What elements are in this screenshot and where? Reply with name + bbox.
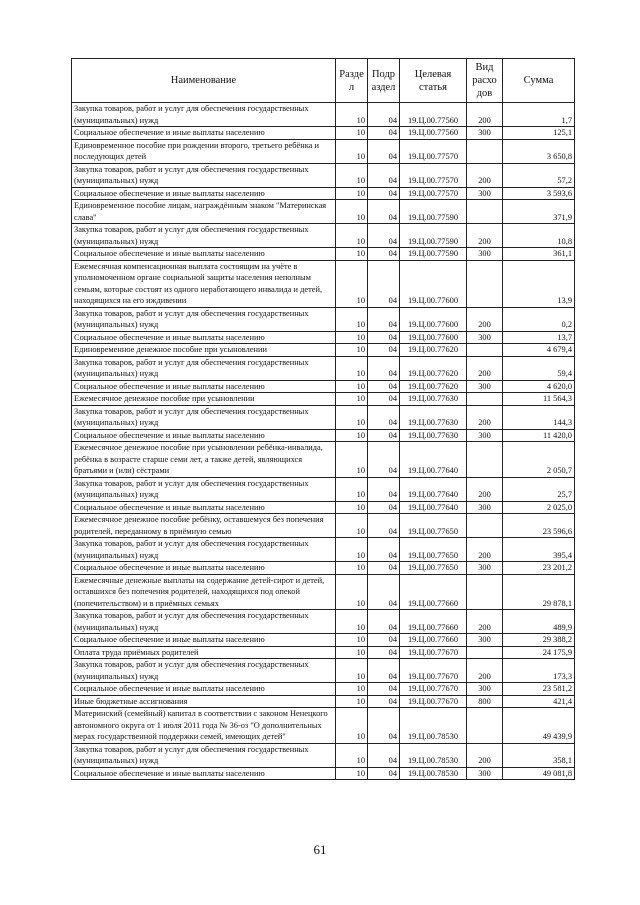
cell-expense-type: 300 xyxy=(467,331,503,344)
cell-article: 19.Ц.00.77650 xyxy=(400,538,467,562)
cell-name: Социальное обеспечение и иные выплаты населению xyxy=(72,127,336,140)
cell-expense-type xyxy=(467,139,503,163)
cell-expense-type xyxy=(467,200,503,224)
cell-sum: 11 564,3 xyxy=(503,393,575,406)
cell-name: Социальное обеспечение и иные выплаты населению xyxy=(72,187,336,200)
table-row xyxy=(72,538,575,562)
cell-section: 10 xyxy=(336,695,368,708)
cell-article: 19.Ц.00.77660 xyxy=(400,574,467,610)
cell-sum: 173,3 xyxy=(503,659,575,683)
table-row xyxy=(72,634,575,647)
cell-expense-type: 200 xyxy=(467,356,503,380)
cell-sum: 57,2 xyxy=(503,163,575,187)
cell-sum: 59,4 xyxy=(503,356,575,380)
table-row xyxy=(72,224,575,248)
cell-expense-type: 200 xyxy=(467,743,503,767)
cell-section: 10 xyxy=(336,708,368,744)
cell-sum: 29 388,2 xyxy=(503,634,575,647)
cell-article: 19.Ц.00.77640 xyxy=(400,477,467,501)
cell-section: 10 xyxy=(336,139,368,163)
cell-section: 10 xyxy=(336,200,368,224)
header-subsection: Подр аздел xyxy=(368,59,400,103)
cell-section: 10 xyxy=(336,405,368,429)
cell-sum: 11 420,0 xyxy=(503,429,575,442)
table-row xyxy=(72,380,575,393)
cell-section: 10 xyxy=(336,442,368,478)
cell-name: Ежемесячные денежные выплаты на содержание детей-сирот и детей, оставшихся без попечения родителей, находящихся под опекой (попечительством) и в приёмных семьях xyxy=(72,574,336,610)
cell-expense-type: 300 xyxy=(467,127,503,140)
table-row xyxy=(72,127,575,140)
cell-subsection: 04 xyxy=(368,393,400,406)
table-row xyxy=(72,574,575,610)
cell-name: Социальное обеспечение и иные выплаты населению xyxy=(72,634,336,647)
table-row xyxy=(72,477,575,501)
cell-expense-type: 200 xyxy=(467,610,503,634)
cell-name: Ежемесячная компенсационная выплата состоящим на учёте в уполномоченном органе социальной защиты населения неполным семьям, которые состоят из одного неработающего инвалида и детей, находящихся на его иждивении xyxy=(72,260,336,307)
cell-article: 19.Ц.00.78530 xyxy=(400,767,467,780)
cell-article: 19.Ц.00.77590 xyxy=(400,200,467,224)
cell-subsection: 04 xyxy=(368,356,400,380)
cell-sum: 2 025,0 xyxy=(503,501,575,514)
cell-expense-type xyxy=(467,646,503,659)
cell-article: 19.Ц.00.77560 xyxy=(400,103,467,127)
cell-expense-type: 200 xyxy=(467,103,503,127)
cell-subsection: 04 xyxy=(368,683,400,696)
cell-subsection: 04 xyxy=(368,248,400,261)
table-row xyxy=(72,514,575,538)
cell-name: Единовременное денежное пособие при усыновлении xyxy=(72,344,336,357)
cell-name: Материнский (семейный) капитал в соответствии с законом Ненецкого автономного округа от 1 июля 2011 года № 36-оз "О дополнительных мерах государственной поддержки семей, имеющих детей" xyxy=(72,708,336,744)
cell-name: Социальное обеспечение и иные выплаты населению xyxy=(72,683,336,696)
cell-sum: 24 175,9 xyxy=(503,646,575,659)
cell-section: 10 xyxy=(336,103,368,127)
cell-article: 19.Ц.00.77670 xyxy=(400,659,467,683)
cell-name: Закупка товаров, работ и услуг для обеспечения государственных (муниципальных) нужд xyxy=(72,538,336,562)
cell-sum: 4 679,4 xyxy=(503,344,575,357)
cell-name: Закупка товаров, работ и услуг для обеспечения государственных (муниципальных) нужд xyxy=(72,743,336,767)
cell-subsection: 04 xyxy=(368,331,400,344)
cell-subsection: 04 xyxy=(368,646,400,659)
table-row xyxy=(72,393,575,406)
table-row xyxy=(72,767,575,780)
table-row xyxy=(72,442,575,478)
cell-article: 19.Ц.00.77560 xyxy=(400,127,467,140)
cell-subsection: 04 xyxy=(368,163,400,187)
header-section: Разде л xyxy=(336,59,368,103)
cell-expense-type: 200 xyxy=(467,405,503,429)
cell-name: Закупка товаров, работ и услуг для обеспечения государственных (муниципальных) нужд xyxy=(72,103,336,127)
cell-section: 10 xyxy=(336,646,368,659)
table-row xyxy=(72,695,575,708)
cell-section: 10 xyxy=(336,501,368,514)
cell-article: 19.Ц.00.77600 xyxy=(400,307,467,331)
cell-section: 10 xyxy=(336,634,368,647)
cell-subsection: 04 xyxy=(368,501,400,514)
cell-subsection: 04 xyxy=(368,743,400,767)
table-header xyxy=(72,59,575,103)
cell-expense-type: 200 xyxy=(467,163,503,187)
cell-expense-type: 300 xyxy=(467,767,503,780)
table-row xyxy=(72,307,575,331)
cell-subsection: 04 xyxy=(368,224,400,248)
table-row xyxy=(72,610,575,634)
cell-section: 10 xyxy=(336,514,368,538)
cell-expense-type xyxy=(467,574,503,610)
page-number: 61 xyxy=(313,842,327,857)
cell-expense-type: 200 xyxy=(467,307,503,331)
table-row xyxy=(72,200,575,224)
cell-name: Социальное обеспечение и иные выплаты населению xyxy=(72,331,336,344)
cell-name: Закупка товаров, работ и услуг для обеспечения государственных (муниципальных) нужд xyxy=(72,356,336,380)
cell-sum: 25,7 xyxy=(503,477,575,501)
table-row xyxy=(72,248,575,261)
cell-name: Социальное обеспечение и иные выплаты населению xyxy=(72,380,336,393)
cell-article: 19.Ц.00.77640 xyxy=(400,442,467,478)
table-row xyxy=(72,331,575,344)
cell-subsection: 04 xyxy=(368,103,400,127)
cell-sum: 0,2 xyxy=(503,307,575,331)
header-row xyxy=(72,59,575,103)
cell-subsection: 04 xyxy=(368,260,400,307)
cell-section: 10 xyxy=(336,344,368,357)
cell-article: 19.Ц.00.77630 xyxy=(400,429,467,442)
cell-name: Социальное обеспечение и иные выплаты населению xyxy=(72,501,336,514)
cell-article: 19.Ц.00.77630 xyxy=(400,405,467,429)
cell-expense-type: 200 xyxy=(467,477,503,501)
cell-section: 10 xyxy=(336,187,368,200)
cell-sum: 2 050,7 xyxy=(503,442,575,478)
cell-sum: 361,1 xyxy=(503,248,575,261)
cell-name: Социальное обеспечение и иные выплаты населению xyxy=(72,562,336,575)
cell-expense-type xyxy=(467,514,503,538)
cell-section: 10 xyxy=(336,260,368,307)
table-row xyxy=(72,344,575,357)
cell-section: 10 xyxy=(336,659,368,683)
cell-expense-type xyxy=(467,708,503,744)
cell-article: 19.Ц.00.77590 xyxy=(400,224,467,248)
cell-name: Единовременное пособие лицам, награждённым знаком "Материнская слава" xyxy=(72,200,336,224)
cell-section: 10 xyxy=(336,356,368,380)
cell-section: 10 xyxy=(336,610,368,634)
cell-subsection: 04 xyxy=(368,767,400,780)
cell-section: 10 xyxy=(336,683,368,696)
cell-section: 10 xyxy=(336,163,368,187)
cell-expense-type: 300 xyxy=(467,248,503,261)
cell-expense-type: 200 xyxy=(467,659,503,683)
table-row xyxy=(72,429,575,442)
cell-name: Закупка товаров, работ и услуг для обеспечения государственных (муниципальных) нужд xyxy=(72,659,336,683)
cell-name: Закупка товаров, работ и услуг для обеспечения государственных (муниципальных) нужд xyxy=(72,405,336,429)
cell-expense-type: 200 xyxy=(467,538,503,562)
cell-subsection: 04 xyxy=(368,429,400,442)
table-row xyxy=(72,163,575,187)
header-sum: Сумма xyxy=(503,59,575,103)
cell-subsection: 04 xyxy=(368,380,400,393)
cell-article: 19.Ц.00.77650 xyxy=(400,562,467,575)
cell-section: 10 xyxy=(336,127,368,140)
cell-section: 10 xyxy=(336,429,368,442)
cell-name: Закупка товаров, работ и услуг для обеспечения государственных (муниципальных) нужд xyxy=(72,224,336,248)
cell-name: Ежемесячное денежное пособие при усыновлении xyxy=(72,393,336,406)
cell-sum: 29 878,1 xyxy=(503,574,575,610)
cell-section: 10 xyxy=(336,562,368,575)
cell-article: 19.Ц.00.77670 xyxy=(400,646,467,659)
cell-sum: 358,1 xyxy=(503,743,575,767)
cell-article: 19.Ц.00.77600 xyxy=(400,260,467,307)
cell-subsection: 04 xyxy=(368,344,400,357)
table-row xyxy=(72,659,575,683)
table-row xyxy=(72,103,575,127)
cell-article: 19.Ц.00.77670 xyxy=(400,695,467,708)
cell-subsection: 04 xyxy=(368,538,400,562)
cell-article: 19.Ц.00.77570 xyxy=(400,139,467,163)
cell-expense-type xyxy=(467,442,503,478)
header-name: Наименование xyxy=(72,59,336,103)
cell-section: 10 xyxy=(336,331,368,344)
cell-sum: 4 620,0 xyxy=(503,380,575,393)
cell-section: 10 xyxy=(336,248,368,261)
cell-section: 10 xyxy=(336,767,368,780)
table-row xyxy=(72,708,575,744)
cell-expense-type: 300 xyxy=(467,562,503,575)
cell-article: 19.Ц.00.77590 xyxy=(400,248,467,261)
cell-section: 10 xyxy=(336,307,368,331)
header-expense-type: Вид расхо дов xyxy=(467,59,503,103)
cell-article: 19.Ц.00.77660 xyxy=(400,610,467,634)
cell-expense-type: 200 xyxy=(467,224,503,248)
cell-subsection: 04 xyxy=(368,127,400,140)
cell-expense-type: 300 xyxy=(467,429,503,442)
table-row xyxy=(72,187,575,200)
cell-sum: 23 201,2 xyxy=(503,562,575,575)
cell-name: Социальное обеспечение и иные выплаты населению xyxy=(72,429,336,442)
cell-article: 19.Ц.00.77670 xyxy=(400,683,467,696)
cell-subsection: 04 xyxy=(368,634,400,647)
table-row xyxy=(72,743,575,767)
cell-sum: 23 581,2 xyxy=(503,683,575,696)
cell-article: 19.Ц.00.77620 xyxy=(400,344,467,357)
cell-expense-type: 300 xyxy=(467,634,503,647)
cell-sum: 489,9 xyxy=(503,610,575,634)
cell-subsection: 04 xyxy=(368,307,400,331)
cell-sum: 23 596,6 xyxy=(503,514,575,538)
cell-article: 19.Ц.00.77630 xyxy=(400,393,467,406)
cell-name: Ежемесячное денежное пособие ребёнку, оставшемуся без попечения родителей, переданному в приёмную семью xyxy=(72,514,336,538)
cell-sum: 371,9 xyxy=(503,200,575,224)
cell-section: 10 xyxy=(336,574,368,610)
cell-name: Ежемесячное денежное пособие при усыновлении ребёнка-инвалида, ребёнка в возрасте старше семи лет, а также детей, являющихся братьями и (или) сёстрами xyxy=(72,442,336,478)
cell-name: Социальное обеспечение и иные выплаты населению xyxy=(72,767,336,780)
cell-expense-type: 300 xyxy=(467,501,503,514)
cell-expense-type: 300 xyxy=(467,683,503,696)
cell-subsection: 04 xyxy=(368,187,400,200)
cell-sum: 49 081,8 xyxy=(503,767,575,780)
cell-name: Социальное обеспечение и иные выплаты населению xyxy=(72,248,336,261)
cell-article: 19.Ц.00.77570 xyxy=(400,187,467,200)
cell-expense-type: 800 xyxy=(467,695,503,708)
cell-section: 10 xyxy=(336,393,368,406)
cell-article: 19.Ц.00.78530 xyxy=(400,708,467,744)
cell-article: 19.Ц.00.77660 xyxy=(400,634,467,647)
cell-subsection: 04 xyxy=(368,200,400,224)
table-row xyxy=(72,646,575,659)
cell-section: 10 xyxy=(336,477,368,501)
cell-subsection: 04 xyxy=(368,405,400,429)
table-row xyxy=(72,405,575,429)
cell-subsection: 04 xyxy=(368,659,400,683)
table-row xyxy=(72,260,575,307)
cell-sum: 3 593,6 xyxy=(503,187,575,200)
cell-sum: 1,7 xyxy=(503,103,575,127)
header-article: Целевая статья xyxy=(400,59,467,103)
cell-sum: 13,7 xyxy=(503,331,575,344)
cell-article: 19.Ц.00.77570 xyxy=(400,163,467,187)
cell-name: Закупка товаров, работ и услуг для обеспечения государственных (муниципальных) нужд xyxy=(72,163,336,187)
cell-name: Закупка товаров, работ и услуг для обеспечения государственных (муниципальных) нужд xyxy=(72,307,336,331)
cell-sum: 49 439,9 xyxy=(503,708,575,744)
table-row xyxy=(72,356,575,380)
table-row xyxy=(72,501,575,514)
cell-sum: 144,3 xyxy=(503,405,575,429)
cell-subsection: 04 xyxy=(368,695,400,708)
cell-sum: 10,8 xyxy=(503,224,575,248)
cell-article: 19.Ц.00.77640 xyxy=(400,501,467,514)
budget-table xyxy=(71,58,575,780)
cell-sum: 3 650,8 xyxy=(503,139,575,163)
cell-sum: 125,1 xyxy=(503,127,575,140)
cell-expense-type xyxy=(467,344,503,357)
cell-article: 19.Ц.00.77650 xyxy=(400,514,467,538)
cell-expense-type: 300 xyxy=(467,187,503,200)
cell-subsection: 04 xyxy=(368,442,400,478)
table-row xyxy=(72,139,575,163)
cell-section: 10 xyxy=(336,224,368,248)
cell-expense-type xyxy=(467,260,503,307)
cell-subsection: 04 xyxy=(368,139,400,163)
cell-article: 19.Ц.00.78530 xyxy=(400,743,467,767)
table-row xyxy=(72,562,575,575)
cell-name: Оплата труда приёмных родителей xyxy=(72,646,336,659)
cell-article: 19.Ц.00.77600 xyxy=(400,331,467,344)
cell-section: 10 xyxy=(336,743,368,767)
cell-name: Закупка товаров, работ и услуг для обеспечения государственных (муниципальных) нужд xyxy=(72,610,336,634)
cell-subsection: 04 xyxy=(368,708,400,744)
cell-name: Единовременное пособие при рождении второго, третьего ребёнка и последующих детей xyxy=(72,139,336,163)
cell-subsection: 04 xyxy=(368,477,400,501)
cell-expense-type xyxy=(467,393,503,406)
cell-section: 10 xyxy=(336,538,368,562)
table-body xyxy=(72,103,575,780)
cell-subsection: 04 xyxy=(368,514,400,538)
cell-section: 10 xyxy=(336,380,368,393)
cell-subsection: 04 xyxy=(368,574,400,610)
cell-sum: 13,9 xyxy=(503,260,575,307)
cell-article: 19.Ц.00.77620 xyxy=(400,356,467,380)
cell-article: 19.Ц.00.77620 xyxy=(400,380,467,393)
cell-name: Закупка товаров, работ и услуг для обеспечения государственных (муниципальных) нужд xyxy=(72,477,336,501)
cell-sum: 421,4 xyxy=(503,695,575,708)
cell-sum: 395,4 xyxy=(503,538,575,562)
table-row xyxy=(72,683,575,696)
cell-name: Иные бюджетные ассигнования xyxy=(72,695,336,708)
cell-subsection: 04 xyxy=(368,562,400,575)
cell-expense-type: 300 xyxy=(467,380,503,393)
cell-subsection: 04 xyxy=(368,610,400,634)
